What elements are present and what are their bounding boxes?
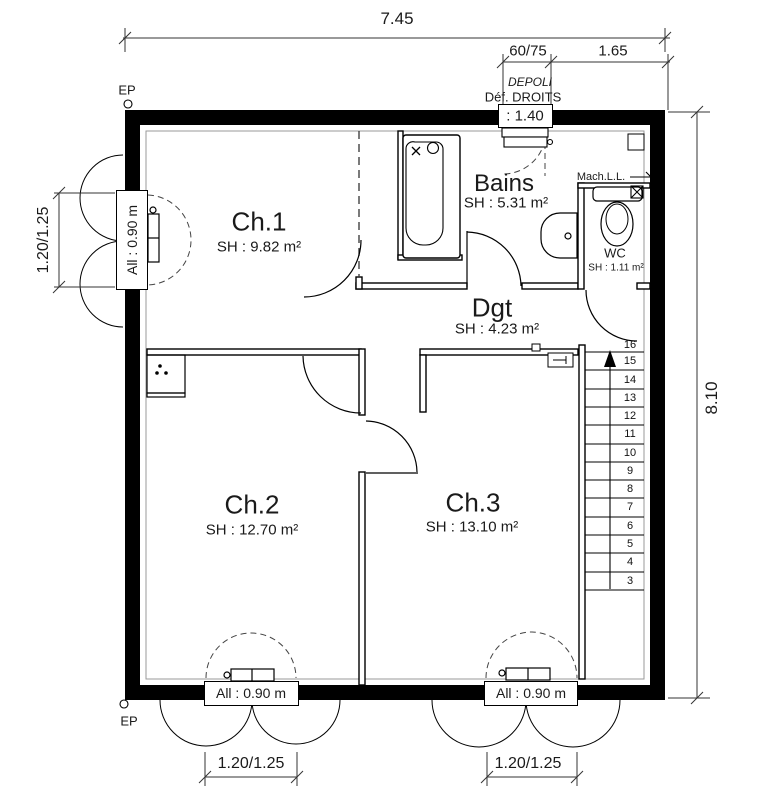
door-arc-ch1: [304, 240, 361, 297]
toilet: [593, 187, 642, 246]
stair-step-5: 5: [626, 538, 634, 550]
machine-label: Mach.L.L.: [576, 171, 626, 183]
dim-top-right-width: 1.65: [598, 42, 628, 60]
bathtub: [403, 135, 460, 258]
room-bains-name: Bains: [473, 170, 535, 197]
stair-step-9: 9: [626, 465, 634, 477]
door-arc-wc: [586, 290, 637, 341]
stair-step-6: 6: [626, 520, 634, 532]
dim-left-window: 1.20/1.25: [35, 206, 52, 274]
door-arc-ch3: [366, 421, 417, 472]
shutter-arcs: [80, 155, 620, 747]
ep-label-top: EP: [118, 82, 136, 98]
sill-label-bottom-1: All : 0.90 m: [215, 685, 287, 701]
dim-top-window-height: : 1.40: [506, 107, 544, 125]
stair-step-16: 16: [623, 339, 637, 351]
def-droits-label: Déf. DROITS: [484, 89, 562, 105]
stair-step-3: 3: [626, 575, 634, 587]
dim-bottom-window-2: 1.20/1.25: [494, 755, 562, 772]
room-ch2-name: Ch.2: [224, 489, 280, 520]
ep-circle-bottom: [120, 700, 128, 708]
stair-step-12: 12: [623, 410, 637, 422]
sink: [541, 213, 577, 258]
dim-bottom-window-1: 1.20/1.25: [217, 755, 285, 772]
duct-corner-box: [628, 134, 644, 150]
room-ch3-area: SH : 13.10 m²: [425, 518, 519, 536]
door-arc-bains: [467, 232, 521, 286]
dim-top-window-width: 60/75: [509, 42, 547, 60]
stair-step-7: 7: [626, 501, 634, 513]
dim-total-height: 8.10: [702, 381, 721, 415]
depoli-label: DEPOLI: [507, 75, 553, 89]
dim-total-width: 7.45: [380, 9, 414, 28]
closet: [147, 355, 185, 397]
stair-step-8: 8: [626, 483, 634, 495]
sill-label-bottom-2: All : 0.90 m: [495, 685, 567, 701]
ep-circle-top: [124, 100, 132, 108]
stair-step-14: 14: [623, 374, 637, 386]
stair-step-4: 4: [626, 556, 634, 568]
room-wc-area: SH : 1.11 m²: [588, 262, 644, 274]
stair-step-13: 13: [623, 392, 637, 404]
door-arc-ch2: [303, 356, 361, 413]
sill-label-left: All : 0.90 m: [124, 204, 140, 276]
electric-panel-box: [548, 353, 573, 367]
door-stop-box: [532, 344, 540, 351]
room-ch1-area: SH : 9.82 m²: [216, 238, 302, 256]
ep-label-bottom: EP: [120, 713, 138, 729]
room-dgt-area: SH : 4.23 m²: [454, 320, 540, 338]
stair-step-10: 10: [623, 447, 637, 459]
room-ch3-name: Ch.3: [445, 487, 501, 518]
staircase: [585, 350, 644, 590]
room-ch2-area: SH : 12.70 m²: [205, 521, 299, 539]
room-ch1-name: Ch.1: [231, 206, 287, 237]
stair-step-15: 15: [623, 355, 637, 367]
room-bains-area: SH : 5.31 m²: [463, 194, 549, 212]
stair-step-11: 11: [624, 428, 636, 440]
room-wc-name: WC: [604, 245, 626, 261]
window-leaves: [148, 207, 550, 681]
room-dgt-name: Dgt: [471, 292, 513, 323]
